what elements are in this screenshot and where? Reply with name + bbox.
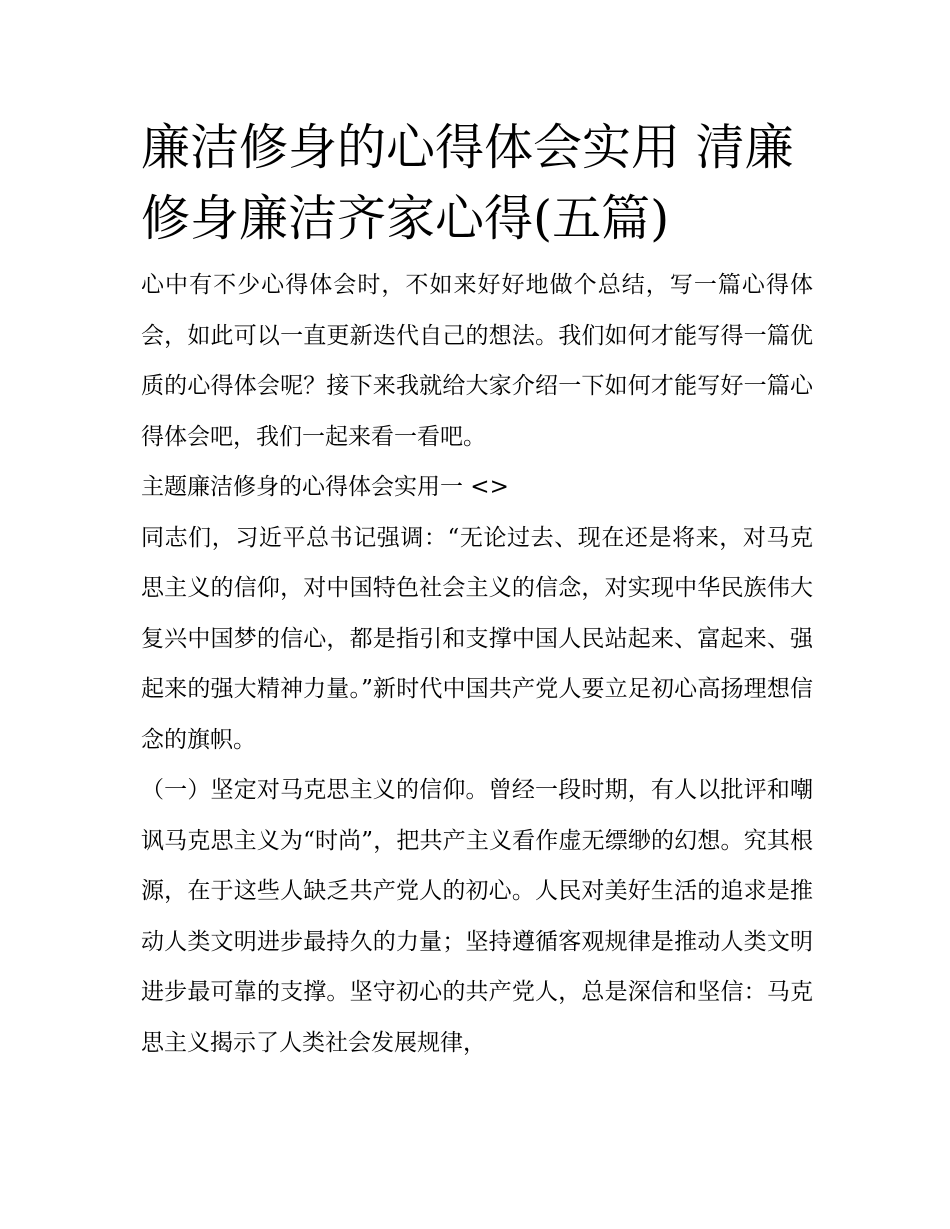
intro-paragraph: 心中有不少心得体会时，不如来好好地做个总结，写一篇心得体会，如此可以一直更新迭代自己的想法。我们如何才能写得一篇优质的心得体会呢？接下来我就给大家介绍一下如何才能写好一篇心得体会吧，我们一起来看一看吧。 xyxy=(141,272,813,450)
body-paragraph: 同志们，习近平总书记强调：“无论过去、现在还是将来，对马克思主义的信仰，对中国特色社会主义的信念，对实现中华民族伟大复兴中国梦的信心，都是指引和支撑中国人民站起来、富起来、强起来的强大精神力量。”新时代中国共产党人要立足初心高扬理想信念的旗帜。 xyxy=(141,524,813,753)
section-heading: 主题廉洁修身的心得体会实用一 <> xyxy=(141,474,509,500)
body-paragraph: （一）坚定对马克思主义的信仰。曾经一段时期，有人以批评和嘲讽马克思主义为“时尚”，把共产主义看作虚无缥缈的幻想。究其根源，在于这些人缺乏共产党人的初心。人民对美好生活的追求是推动人类文明进步最持久的力量；坚持遵循客观规律是推动人类文明进步最可靠的支撑。坚守初心的共产党人，总是深信和坚信：马克思主义揭示了人类社会发展规律， xyxy=(141,777,813,1056)
document-body xyxy=(141,112,813,1068)
document-title: 廉洁修身的心得体会实用 清廉修身廉洁齐家心得(五篇) xyxy=(141,119,794,247)
